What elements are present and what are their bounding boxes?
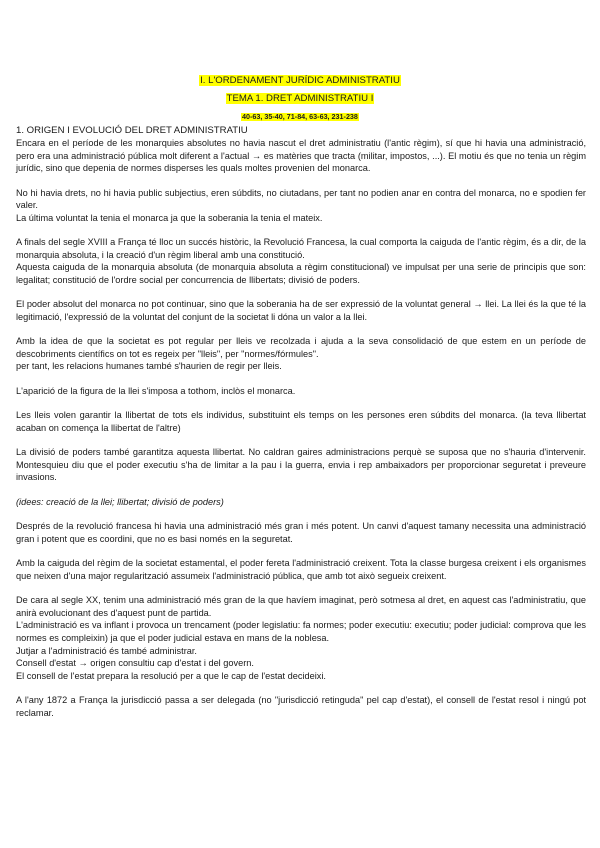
paragraph-text: De cara al segle XX, tenim una administració més gran de la que havíem imaginat, però sotmesa al dret, en aquest cas l'administratiu, que anirà evolucionant des d'aquest punt de partida. (16, 595, 586, 618)
paragraph (16, 236, 586, 286)
topic-title: TEMA 1. DRET ADMINISTRATIU I (226, 93, 374, 104)
paragraph (16, 137, 586, 175)
paragraph-text: A l'any 1872 a França la jurisdicció passa a ser delegada (no "jurisdicció retinguda" pel cap d'estat), el consell de l'estat resol i ningú pot reclamar. (16, 695, 586, 718)
paragraph (16, 557, 586, 582)
paragraph-text: A finals del segle XVIII a França té lloc un succés històric, la Revolució Francesa, la cual comporta la caiguda de l'antic règim, és a dir, de la monarquia absoluta, i la creació d'un règim liberal amb una constitució. (16, 237, 586, 260)
part-title: I. L'ORDENAMENT JURÍDIC ADMINISTRATIU (200, 75, 400, 86)
document-body (16, 124, 586, 731)
paragraph-text: (idees: creació de la llei; llibertat; divisió de poders) (16, 496, 224, 507)
paragraph-text: Les lleis volen garantir la llibertat de tots els individus, substituint els temps on les persones eren súbdits del monarca. (la teva llibertat acaban on comença la llibertat de l'altre) (16, 410, 586, 433)
section-title: 1. ORIGEN I EVOLUCIÓ DEL DRET ADMINISTRATIU (16, 125, 248, 136)
ideas-note (16, 496, 586, 509)
paragraph-text: L'administració es va inflant i provoca un trencament (poder legislatiu: fa normes; poder executiu: executiu; poder judicial: comprova que les normes es compleixin) ja que el poder judicial estava en mans de la noblesa. (16, 620, 586, 643)
paragraph (16, 187, 586, 225)
paragraph-text: La última voluntat la tenia el monarca ja que la soberania la tenia el mateix. (16, 212, 323, 223)
paragraph (16, 298, 586, 323)
paragraph-text: Consell d'estat → origen consultiu cap d'estat i del govern. (16, 658, 254, 669)
paragraph-text: L'aparició de la figura de la llei s'imposa a tothom, inclòs el monarca. (16, 385, 296, 396)
paragraph-text: Encara en el període de les monarquies absolutes no havia nascut el dret administratiu (l'antic règim), sí que hi havia una administració, pero era una administració pública molt diferent a l'actual → es matèries que tracta (militar, impostos, ...). El motiu és que no tenia un règim jurídic, sino que depenia de normes disperses les quals moltes provenien del monarca. (16, 138, 586, 174)
paragraph-text: Després de la revolució francesa hi havia una administració més gran i més potent. Un canvi d'aquest tamany necessita una administració gran i potent que es coordini, que no es basi només en la seguretat. (16, 521, 586, 544)
paragraph-text: La divisió de poders també garantitza aquesta llibertat. No caldran gaires administracions perquè se suposa que no s'hauria d'intervenir. Montesquieu diu que el poder executiu s'ha de limitar a la pau i la guerra, envia i rep ambaixadors per proporcionar seguretat i preveure invasions. (16, 447, 586, 483)
paragraph (16, 385, 586, 398)
paragraph-text: Amb la caiguda del règim de la societat estamental, el poder fereta l'administració creixent. Tota la classe burgesa creixent i els organismes que neixen d'una major regularització assumeix l'administració pública, que amb tot això segueix creixent. (16, 558, 586, 581)
paragraph-text: El poder absolut del monarca no pot continuar, sino que la soberania ha de ser expressió de la voluntat general → llei. La llei és la que té la legitimació, l'expressió de la voluntat del conjunt de la societat li dóna un valor a la llei. (16, 299, 586, 322)
paragraph (16, 594, 586, 682)
paragraph (16, 409, 586, 434)
page-references: 40-63, 35-40, 71-84, 63-63, 231-238 (242, 112, 358, 121)
paragraph-text: per tant, les relacions humanes també s'haurien de regir per lleis. (16, 361, 282, 372)
paragraph-text: No hi havia drets, no hi havia public subjectius, eren súbdits, no ciutadans, per tant no podien anar en contra del monarca, no e spodien fer valer. (16, 187, 586, 211)
paragraph (16, 520, 586, 545)
document-header (0, 70, 600, 124)
paragraph (16, 694, 586, 719)
paragraph-text: Jutjar a l'administració és també administrar. (16, 645, 197, 656)
paragraph-text: Amb la idea de que la societat es pot regular per lleis ve recolzada i ajuda a la seva consolidació de que estem en un període de descobriments científics on tot es regeix per "lleis", per "normes/fórmules". (16, 336, 586, 359)
paragraph-text: Aquesta caiguda de la monarquia absoluta (de monarquia absoluta a règim constitucional) ve impulsat per una serie de principis que son: legalitat; constitució de l'ordre social per concurrencia de llibertats; divisió de poders. (16, 262, 586, 285)
paragraph (16, 335, 586, 373)
paragraph (16, 446, 586, 484)
paragraph-text: El consell de l'estat prepara la resolució per a que le cap de l'estat decideixi. (16, 670, 326, 681)
